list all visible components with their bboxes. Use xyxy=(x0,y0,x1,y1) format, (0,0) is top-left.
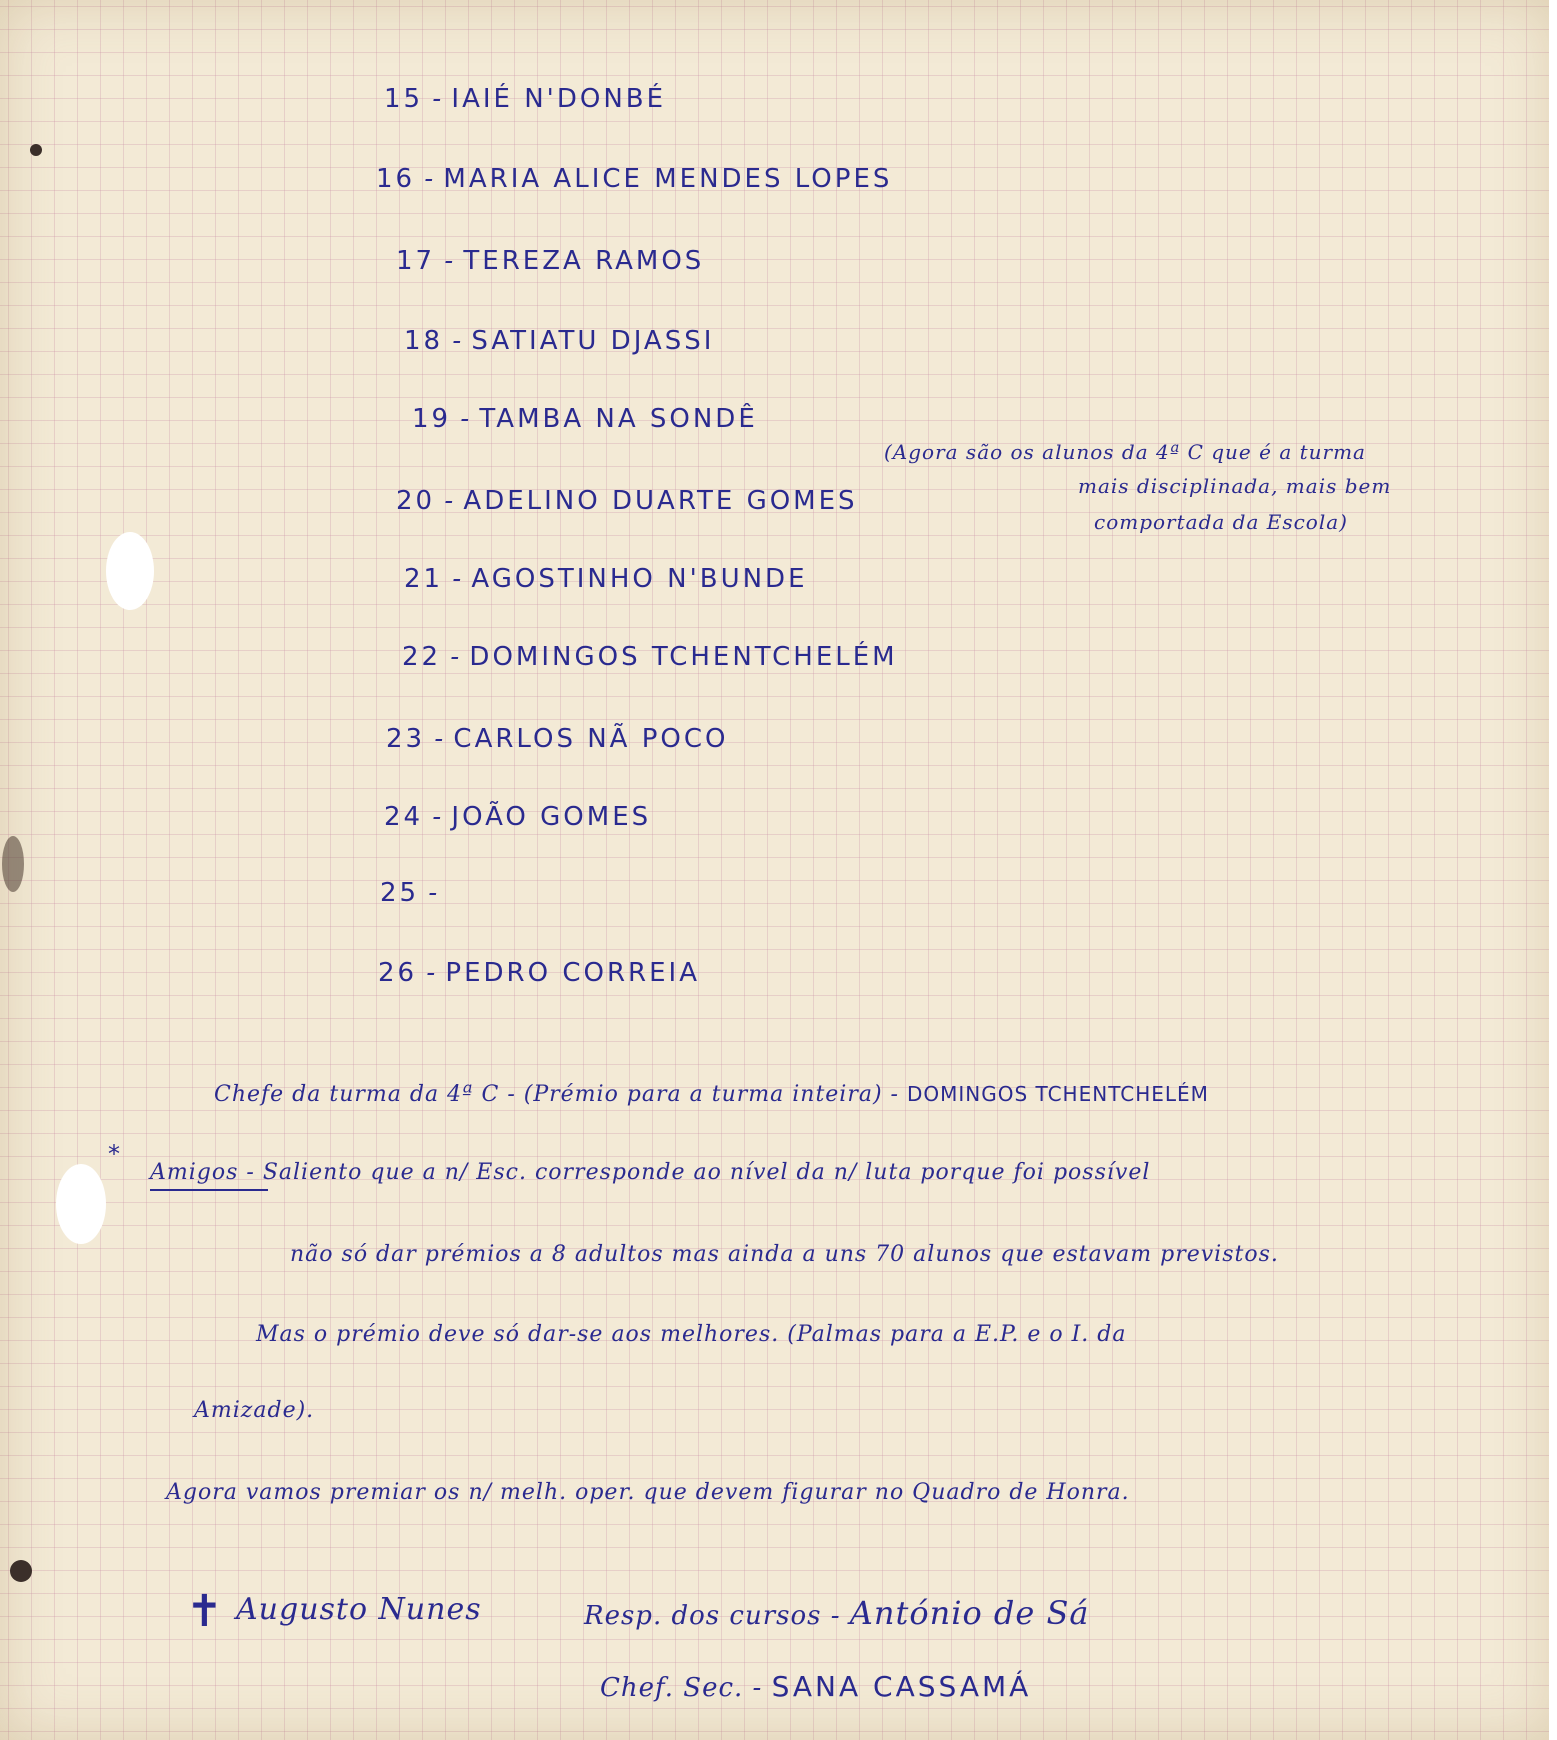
speech-text-1: - Saliento que a n/ Esc. corresponde ao nível da n/ luta porque foi possível xyxy=(246,1160,1151,1185)
student-number: 19 xyxy=(412,404,452,434)
margin-note-line-3: comportada da Escola) xyxy=(1094,510,1348,534)
signature-chefe-sec xyxy=(600,1670,1031,1703)
signature-augusto-nunes: Augusto Nunes xyxy=(236,1592,482,1627)
amigos-label: Amigos xyxy=(150,1160,239,1185)
student-name: AGOSTINHO N'BUNDE xyxy=(471,564,808,594)
binder-hole-bottom xyxy=(56,1164,106,1244)
student-name: ADELINO DUARTE GOMES xyxy=(463,486,858,516)
speech-line-1 xyxy=(150,1160,1150,1185)
chefe-name: DOMINGOS TCHENTCHELÉM xyxy=(907,1082,1209,1106)
margin-note-line-2: mais disciplinada, mais bem xyxy=(1078,474,1392,498)
student-number: 26 xyxy=(378,958,418,988)
speech-line-3: Mas o prémio deve só dar-se aos melhores. (Palmas para a E.P. e o I. da xyxy=(256,1322,1127,1347)
student-number: 17 xyxy=(396,246,436,276)
student-number: 15 xyxy=(384,84,424,114)
student-name: JOÃO GOMES xyxy=(451,802,652,832)
student-name: CARLOS NÃ POCO xyxy=(453,724,729,754)
student-line-20: 20 - ADELINO DUARTE GOMES xyxy=(396,486,858,516)
student-number: 20 xyxy=(396,486,436,516)
student-name: TAMBA NA SONDÊ xyxy=(479,404,758,434)
student-line-17: 17 - TEREZA RAMOS xyxy=(396,246,705,276)
student-line-16: 16 - MARIA ALICE MENDES LOPES xyxy=(376,164,893,194)
binder-hole-top xyxy=(106,532,154,610)
chief-name: SANA CASSAMÁ xyxy=(771,1670,1032,1703)
chief-label: Chef. Sec. - xyxy=(600,1673,763,1703)
cross-mark-icon: ✝ xyxy=(186,1586,223,1637)
student-name: SATIATU DJASSI xyxy=(471,326,715,356)
student-number: 16 xyxy=(376,164,416,194)
student-number: 22 xyxy=(402,642,442,672)
student-name: DOMINGOS TCHENTCHELÉM xyxy=(469,642,898,672)
bullet-mark: * xyxy=(108,1140,120,1168)
student-number: 24 xyxy=(384,802,424,832)
student-line-18: 18 - SATIATU DJASSI xyxy=(404,326,715,356)
paper-stain-mid xyxy=(2,836,24,892)
student-number: 18 xyxy=(404,326,444,356)
student-number: 25 xyxy=(380,878,420,908)
amigos-underline xyxy=(150,1189,268,1191)
student-line-25: 25 - xyxy=(380,878,439,908)
student-number: 21 xyxy=(404,564,444,594)
speech-line-5: Agora vamos premiar os n/ melh. oper. que devem figurar no Quadro de Honra. xyxy=(166,1480,1130,1505)
resp-label: Resp. dos cursos - xyxy=(584,1601,841,1631)
student-line-15: 15 - IAIÉ N'DONBÉ xyxy=(384,84,667,114)
student-name: MARIA ALICE MENDES LOPES xyxy=(443,164,893,194)
student-line-19: 19 - TAMBA NA SONDÊ xyxy=(412,404,758,434)
speech-line-2: não só dar prémios a 8 adultos mas ainda a uns 70 alunos que estavam previstos. xyxy=(290,1242,1279,1267)
student-line-24: 24 - JOÃO GOMES xyxy=(384,802,652,832)
student-name: IAIÉ N'DONBÉ xyxy=(451,84,667,114)
punch-dot-top xyxy=(30,144,42,156)
student-line-22: 22 - DOMINGOS TCHENTCHELÉM xyxy=(402,642,898,672)
scan-margin xyxy=(1549,0,1557,1740)
signature-resp-cursos xyxy=(584,1594,1090,1632)
resp-name: António de Sá xyxy=(849,1594,1090,1632)
student-line-23: 23 - CARLOS NÃ POCO xyxy=(386,724,729,754)
punch-dot-bottom xyxy=(10,1560,32,1582)
student-line-26: 26 - PEDRO CORREIA xyxy=(378,958,700,988)
speech-line-4: Amizade). xyxy=(194,1398,315,1423)
student-name: PEDRO CORREIA xyxy=(445,958,700,988)
student-name: TEREZA RAMOS xyxy=(463,246,705,276)
student-line-21: 21 - AGOSTINHO N'BUNDE xyxy=(404,564,808,594)
chefe-text: Chefe da turma da 4ª C - (Prémio para a turma inteira) - xyxy=(214,1082,899,1107)
chefe-line xyxy=(214,1082,1209,1107)
margin-note-line-1: (Agora são os alunos da 4ª C que é a turma xyxy=(884,440,1366,464)
student-number: 23 xyxy=(386,724,426,754)
